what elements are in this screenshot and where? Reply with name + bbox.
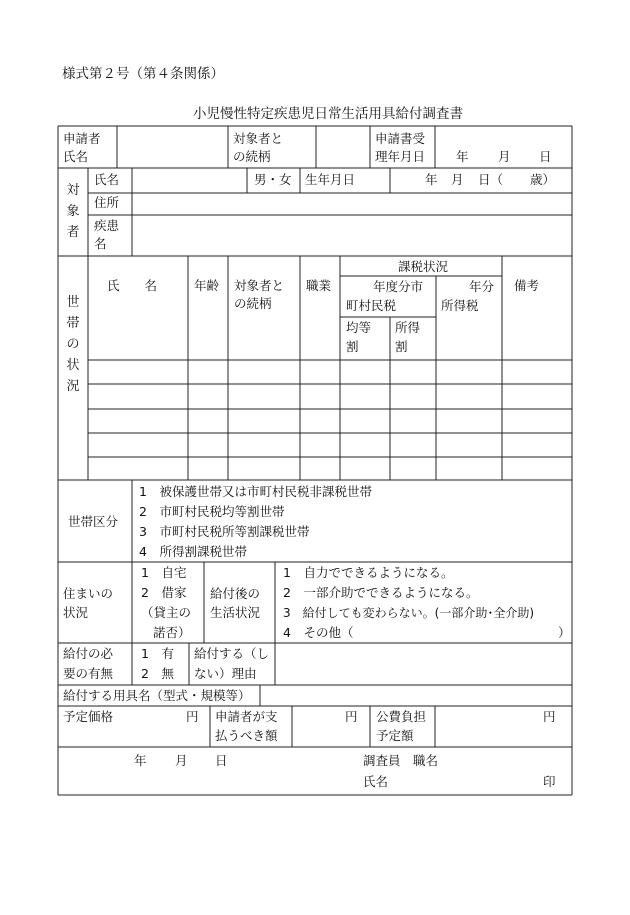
income-levy-2: 割 [395,339,408,354]
subject-name-label: 氏名 [94,172,120,187]
tax-status-header: 課税状況 [398,259,449,274]
after-benefit-label-1: 給付後の [210,586,261,601]
receipt-month: 月 [498,149,511,164]
col-relation-2: の続柄 [234,296,272,311]
age: 歳） [530,172,556,187]
necessity-label-1: 給付の必 [63,646,114,661]
income-levy-1: 所得 [395,320,421,335]
receipt-date-label-2: 理年月日 [375,149,426,164]
category-option-2: 2 市町村民税均等割世帯 [139,504,285,519]
household-side-label: 世帯の状況 [66,295,80,394]
after-benefit-option-2: 2 一部介助でできるようになる。 [283,585,479,600]
col-relation-1: 対象者と [234,278,285,293]
form-number: 様式第２号（第４条関係） [62,66,224,82]
necessity-yes: 1 有 [141,646,174,661]
investigator-title-label: 調査員 職名 [363,753,439,768]
birth-day: 日（ [478,172,504,187]
landlord-consent-2: 諾否） [153,625,191,640]
receipt-day: 日 [539,149,552,164]
housing-label-1: 住まいの [63,586,114,601]
after-benefit-option-4: 4 その他（ [283,625,354,640]
seal-mark: 印 [543,774,556,789]
relation-label-2: の続柄 [233,149,271,164]
public-burden-yen: 円 [543,709,556,724]
birth-month: 月 [451,172,464,187]
planned-price-label: 予定価格 [63,709,114,724]
applicant-pay-label-1: 申請者が支 [215,709,278,724]
housing-rented: 2 借家 [141,585,187,600]
relation-label-1: 対象者と [233,131,284,146]
col-name: 氏 名 [107,278,158,293]
subject-side-label: 対象者 [66,183,80,240]
after-benefit-close-paren: ） [558,625,571,640]
reason-label-1: 給付する（し [194,646,270,661]
applicant-pay-yen: 円 [345,709,358,724]
col-notes: 備考 [514,278,540,293]
footer-day: 日 [215,753,228,768]
municipal-tax-1: 年度分市 [373,279,424,294]
col-age: 年齢 [194,278,220,293]
category-option-1: 1 被保護世帯又は市町村民税非課税世帯 [139,484,372,499]
birth-year: 年 [425,172,438,187]
disease-label-1: 疾患 [94,218,120,233]
per-capita-2: 割 [346,339,359,354]
disease-label-2: 名 [94,236,107,251]
income-tax-1: 年分 [469,279,495,294]
birth-date-label: 生年月日 [305,172,356,187]
footer-year: 年 [134,753,147,768]
category-option-4: 4 所得割課税世帯 [139,544,247,559]
footer-month: 月 [175,753,188,768]
applicant-pay-label-2: 払うべき額 [215,728,278,743]
public-burden-label-1: 公費負担 [376,709,427,724]
receipt-date-label-1: 申請書受 [375,131,426,146]
housing-owned: 1 自宅 [141,565,187,580]
applicant-label-1: 申請者 [63,131,101,146]
municipal-tax-2: 町村民税 [346,298,397,313]
reason-label-2: ない）理由 [194,666,257,681]
public-burden-label-2: 予定額 [376,728,414,743]
after-benefit-option-1: 1 自力でできるようになる。 [283,565,454,580]
income-tax-2: 所得税 [441,298,479,313]
applicant-label-2: 氏名 [63,149,89,164]
investigator-name-label: 氏名 [363,774,389,789]
category-option-3: 3 市町村民税所等割課税世帯 [139,524,310,539]
sex-options: 男・女 [254,172,292,187]
per-capita-1: 均等 [346,320,372,335]
col-job: 職業 [306,278,332,293]
address-label: 住所 [94,195,120,210]
landlord-consent-1: （貸主の [141,605,192,620]
housing-label-2: 状況 [63,605,89,620]
equipment-label: 給付する用具名（型式・規模等） [63,688,251,703]
page-title: 小児慢性特定疾患児日常生活用具給付調査書 [193,106,463,122]
after-benefit-label-2: 生活状況 [210,605,261,620]
receipt-year: 年 [456,149,469,164]
necessity-label-2: 要の有無 [63,666,114,681]
after-benefit-option-3: 3 給付しても変わらない。(一部介助･全介助) [283,606,534,620]
category-label: 世帯区分 [68,514,119,529]
planned-price-yen: 円 [186,709,199,724]
necessity-no: 2 無 [141,666,174,681]
